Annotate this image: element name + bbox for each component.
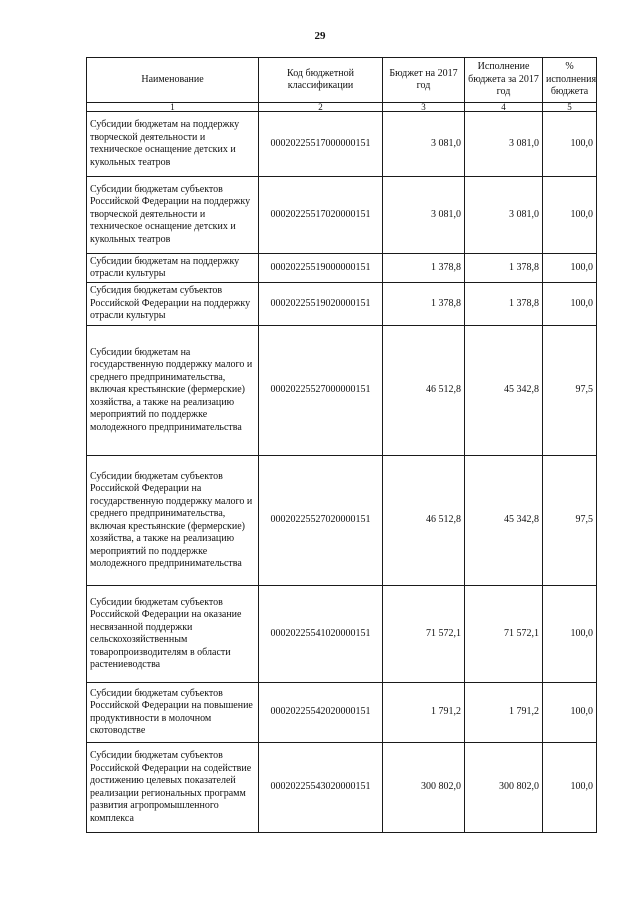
row-percent: 100,0 xyxy=(543,586,597,683)
table-row xyxy=(87,326,597,456)
row-percent: 100,0 xyxy=(543,112,597,177)
column-number: 2 xyxy=(259,103,383,112)
header-percent: % исполнения бюджета xyxy=(543,58,597,103)
table-row xyxy=(87,586,597,683)
table-row xyxy=(87,456,597,586)
row-execution: 1 378,8 xyxy=(465,254,543,283)
row-code: 00020225541020000151 xyxy=(259,586,383,683)
row-code: 00020225527020000151 xyxy=(259,456,383,586)
row-execution: 3 081,0 xyxy=(465,112,543,177)
column-number: 5 xyxy=(543,103,597,112)
table-row xyxy=(87,112,597,177)
row-code: 00020225519020000151 xyxy=(259,283,383,326)
row-code: 00020225519000000151 xyxy=(259,254,383,283)
row-budget: 1 378,8 xyxy=(383,283,465,326)
row-percent: 100,0 xyxy=(543,254,597,283)
row-execution: 3 081,0 xyxy=(465,177,543,254)
row-percent: 100,0 xyxy=(543,743,597,833)
row-budget: 46 512,8 xyxy=(383,326,465,456)
row-code: 00020225543020000151 xyxy=(259,743,383,833)
row-execution: 45 342,8 xyxy=(465,326,543,456)
table-header-row xyxy=(87,58,597,103)
row-percent: 100,0 xyxy=(543,683,597,743)
budget-table xyxy=(86,57,597,833)
table-row xyxy=(87,254,597,283)
page-number: 29 xyxy=(314,30,326,42)
row-code: 00020225527000000151 xyxy=(259,326,383,456)
row-name: Субсидии бюджетам субъектов Российской Федерации на оказание несвязанной поддержки сельскохозяйственным товаропроизводителям в области растениеводства xyxy=(87,586,259,683)
column-number: 1 xyxy=(87,103,259,112)
row-percent: 97,5 xyxy=(543,326,597,456)
row-name: Субсидии бюджетам субъектов Российской Федерации на государственную поддержку малого и среднего предпринимательства, включая крестьянские (фермерские) хозяйства, а также на реализацию мероприятий по поддержке молодежного предпринимательства xyxy=(87,456,259,586)
table-row xyxy=(87,177,597,254)
row-budget: 1 791,2 xyxy=(383,683,465,743)
column-number: 3 xyxy=(383,103,465,112)
row-execution: 71 572,1 xyxy=(465,586,543,683)
header-budget: Бюджет на 2017 год xyxy=(383,58,465,103)
row-code: 00020225517020000151 xyxy=(259,177,383,254)
row-name: Субсидии бюджетам субъектов Российской Федерации на поддержку творческой деятельности и техническое оснащение детских и кукольных театров xyxy=(87,177,259,254)
column-number-row xyxy=(87,103,597,112)
row-execution: 1 378,8 xyxy=(465,283,543,326)
row-code: 00020225517000000151 xyxy=(259,112,383,177)
row-name: Субсидии бюджетам субъектов Российской Федерации на содействие достижению целевых показателей реализации региональных программ развития агропромышленного комплекса xyxy=(87,743,259,833)
row-budget: 3 081,0 xyxy=(383,112,465,177)
row-execution: 300 802,0 xyxy=(465,743,543,833)
row-budget: 46 512,8 xyxy=(383,456,465,586)
table-row xyxy=(87,283,597,326)
row-execution: 45 342,8 xyxy=(465,456,543,586)
table-row xyxy=(87,743,597,833)
row-execution: 1 791,2 xyxy=(465,683,543,743)
row-budget: 3 081,0 xyxy=(383,177,465,254)
row-budget: 1 378,8 xyxy=(383,254,465,283)
row-percent: 100,0 xyxy=(543,177,597,254)
column-number: 4 xyxy=(465,103,543,112)
row-name: Субсидии бюджетам субъектов Российской Федерации на повышение продуктивности в молочном скотоводстве xyxy=(87,683,259,743)
row-percent: 100,0 xyxy=(543,283,597,326)
table-row xyxy=(87,683,597,743)
row-name: Субсидия бюджетам субъектов Российской Федерации на поддержку отрасли культуры xyxy=(87,283,259,326)
row-percent: 97,5 xyxy=(543,456,597,586)
header-name: Наименование xyxy=(87,58,259,103)
header-code: Код бюджетной классификации xyxy=(259,58,383,103)
row-name: Субсидии бюджетам на государственную поддержку малого и среднего предпринимательства, включая крестьянские (фермерские) хозяйства, а также на реализацию мероприятий по поддержке молодежного предпринимательства xyxy=(87,326,259,456)
row-name: Субсидии бюджетам на поддержку отрасли культуры xyxy=(87,254,259,283)
row-budget: 300 802,0 xyxy=(383,743,465,833)
row-name: Субсидии бюджетам на поддержку творческой деятельности и техническое оснащение детских и кукольных театров xyxy=(87,112,259,177)
row-budget: 71 572,1 xyxy=(383,586,465,683)
row-code: 00020225542020000151 xyxy=(259,683,383,743)
header-execution: Исполнение бюджета за 2017 год xyxy=(465,58,543,103)
